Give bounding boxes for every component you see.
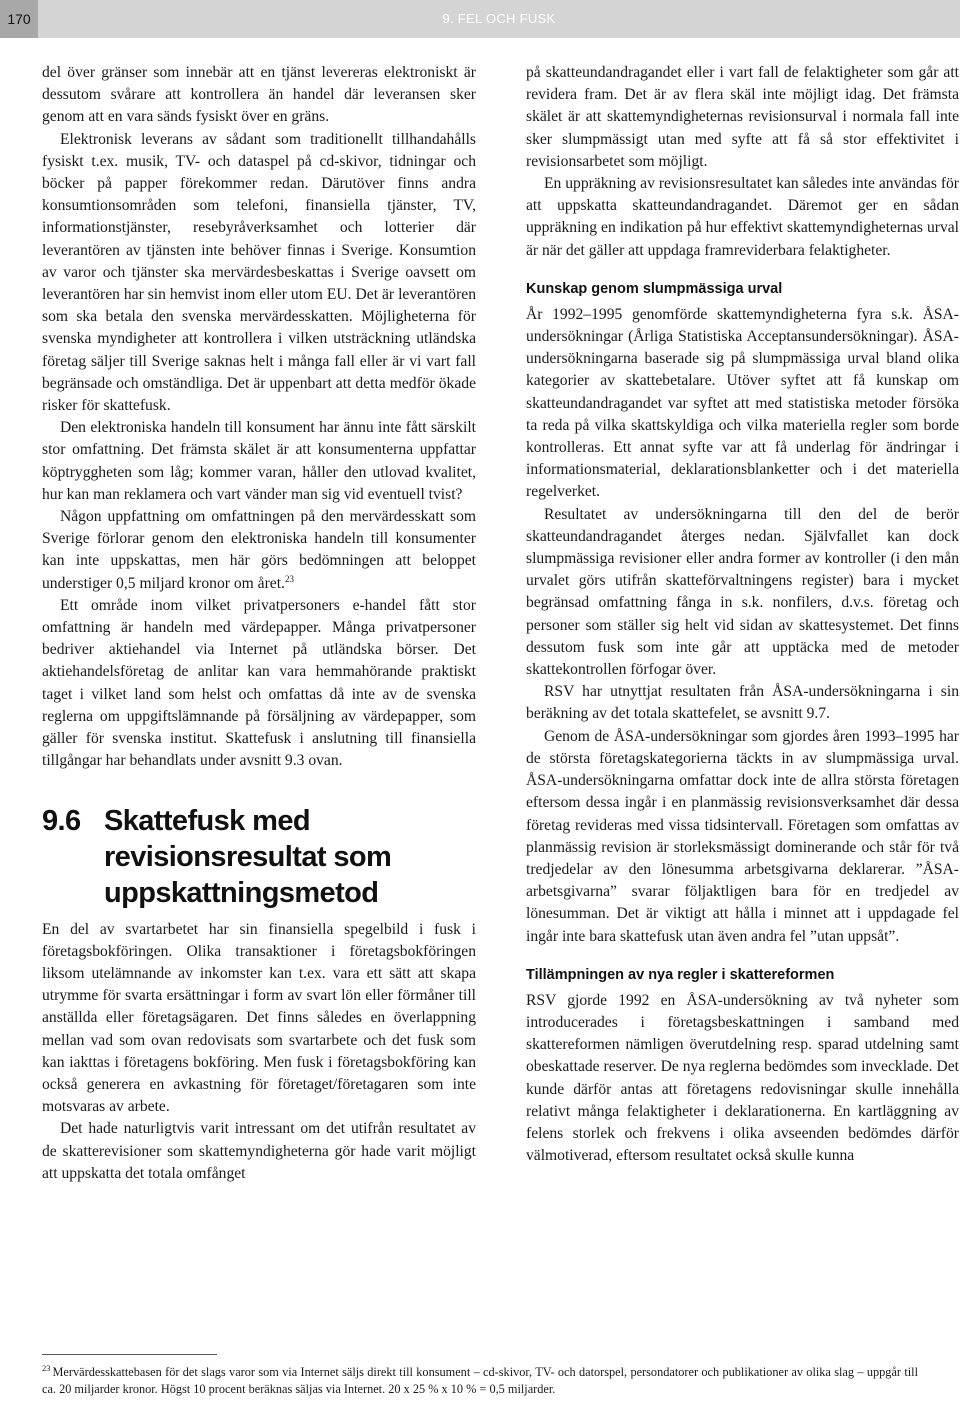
paragraph: RSV har utnyttjat resultaten från ÅSA-undersökningarna i sin beräkning av det totala skattefelet, se avsnitt 9.7. <box>526 683 959 723</box>
paragraph: Det hade naturligtvis varit intressant om det utifrån resultatet av de skatterevisioner som skattemyndigheterna gör hade varit möjligt att uppskatta det totala omfånget <box>42 1120 476 1182</box>
footnote-divider <box>42 1354 217 1355</box>
section-number: 9.6 <box>42 804 81 837</box>
footnote-reference[interactable]: 23 <box>284 573 294 584</box>
paragraph: En uppräkning av revisionsresultatet kan således inte användas för att uppskatta skatteundandragandet. Däremot ger en sådan uppräkning en indikation på hur effektivt skattemyndigheternas urval är när det gäller att uppdaga framreviderbara felaktigheter. <box>526 175 959 259</box>
left-column <box>42 62 476 1185</box>
footnote-text: Mervärdesskattebasen för det slags varor som via Internet säljs direkt till konsument – cd-skivor, TV- och datorspel, persondatorer och publikationer av olika slag – uppgår till ca. 20 miljarder kronor. Högst 10 procent beräknas säljas via Internet. 20 x 25 % x 10 % = 0,5 miljarder. <box>42 1365 918 1396</box>
paragraph: Genom de ÅSA-undersökningar som gjordes åren 1993–1995 har de största företagskategorierna täckts in av slumpmässiga urval. ÅSA-undersökningarna omfattar dock inte de allra största företagen eftersom dessa ingår i en planmässig revisionsverksamhet där dessa företag revideras med vissa tidsintervall. Företagen som omfattas av planmässig revision är storleksmässigt dominerande och står för två tredjedelar av den lönesumma arbetsgivarna deklarerar. ”ÅSA-arbetsgivarna” svarar följaktligen bara för en tredjedel av lönesumman. Det är viktigt att hålla i minnet att i uppdagade fel ingår inte bara skattefusk utan även andra fel ”utan uppsåt”. <box>526 727 959 945</box>
right-column <box>526 62 959 1167</box>
paragraph: på skatteundandragandet eller i vart fall de felaktigheter som går att revidera fram. Det är av flera skäl inte möjligt idag. Det främsta skälet är att skattemyndigheternas revisionsurval i normala fall inte sker slumpmässigt utan med syfte att få så stor effektivitet i revisionsarbetet som möjligt. <box>526 64 959 170</box>
paragraph: RSV gjorde 1992 en ÅSA-undersökning av två nyheter som introducerades i företagsbeskattningen i samband med skattereformen nämligen överutdelning resp. sparad utdelning samt obeskattade reserver. De nya reglerna bedömdes som invecklade. Det kunde därför antas att företagens redovisningar skulle innehålla relativt många felaktigheter i deklarationerna. En kartläggning av felens storlek och frekvens i olika avseenden bedömdes därför välmotiverad, eftersom resultatet också skulle kunna <box>526 991 959 1165</box>
footnote-number: 23 <box>42 1362 51 1373</box>
paragraph: Ett område inom vilket privatpersoners e-handel fått stor omfattning är handeln med värdepapper. Många privatpersoner bedriver aktiehandel via Internet på utländska börser. Det aktiehandelsföretag de anlitar kan vara hemmahörande praktiskt taget i vilket land som helst och omfattas då inte av de svenska reglerna om uppgiftslämnande på försäljning av värdepapper, som gäller för svenska institut. Skattefusk i anslutning till finansiella tillgångar har behandlats under avsnitt 9.3 ovan. <box>42 596 476 770</box>
page-header <box>0 0 960 38</box>
subheading: Tillämpningen av nya regler i skattereformen <box>526 966 835 983</box>
paragraph-text: Någon uppfattning om omfattningen på den mervärdesskatt som Sverige förlorar genom den elektroniska handeln till konsumenter kan inte uppskattas, men här görs bedömningen att beloppet understiger 0,5 miljard kronor om året. <box>42 508 476 592</box>
paragraph: År 1992–1995 genomförde skattemyndigheterna fyra s.k. ÅSA-undersökningar (Årliga Statistiska Acceptansundersökningar). ÅSA-undersökningarna baserade sig på slumpmässiga urval bland olika kategorier av skattebetalare. Utöver syftet att få kunskap om skatteundandragandet var syftet att med statistiska metoder försöka ta reda på vilka skattskyldiga och vilka materiella regler som borde kontrolleras. Ett annat syfte var att få underlag för ändringar i informationsmaterial, deklarationsblanketter och i det materiella regelverket. <box>526 305 959 501</box>
paragraph: Elektronisk leverans av sådant som traditionellt tillhandahålls fysiskt t.ex. musik, TV- och dataspel på cd-skivor, tidningar och böcker på papper förekommer redan. Därutöver finns andra konsumtionsområden som telefoni, finansiella tjänster, TV, informationstjänster, resebyråverksamhet och lotterier där leverantören av tjänsten inte behöver finnas i Sverige. Konsumtion av varor och tjänster ska mervärdesbeskattas i Sverige oavsett om leverantören har sin hemvist inom eller utom EU. Det är leverantören som ska betala den svenska mervärdesskatten. Möjligheterna för svenska myndigheter att kontrollera i vilken utsträckning utländska företag säljer till Sverige saknas helt i många fall eller är vi vart fall begränsade och omständliga. Det är uppenbart att detta medför ökade risker för skattefusk. <box>42 130 476 415</box>
paragraph <box>42 506 476 595</box>
section-heading <box>42 803 476 911</box>
subheading: Kunskap genom slumpmässiga urval <box>526 280 783 297</box>
paragraph: En del av svartarbetet har sin finansiella spegelbild i fusk i företagsbokföringen. Olika transaktioner i företagsbokföringen liksom utelämnande av inkomster kan t.ex. vara ett sätt att skapa utrymme för svarta ersättningar i form av svart lön eller förmåner till anställda eller företagsägaren. Det finns således en överlappning mellan vad som ovan redovisats som svartarbete och det fusk som kan iakttas i företagens bokföring. Men fusk i företagsbokföring kan också generera en avkastning för företaget/företagaren som inte motsvaras av arbete. <box>42 920 476 1116</box>
paragraph: del över gränser som innebär att en tjänst levereras elektroniskt är dessutom svårare att kontrollera än handel där leveransen sker genom att en vara sänds fysiskt över en gräns. <box>42 64 476 126</box>
paragraph: Resultatet av undersökningarna till den del de berör skatteundandragandet återges nedan. Självfallet kan dock slumpmässiga revisioner eller andra former av kontroller (i den mån urvalet görs utifrån skatteförvaltningens register) bara i mycket begränsad omfattning fånga in s.k. nonfilers, d.v.s. företag och personer som ställer sig helt vid sidan av skattesystemet. Det finns dessutom fusk som inte går att upptäcka med de metoder skattekontrollen förfogar över. <box>526 505 959 679</box>
footnote <box>42 1364 918 1398</box>
page-number: 170 <box>0 0 38 38</box>
section-title: Skattefusk med revisionsresultat som uppskattningsmetod <box>104 804 392 909</box>
paragraph: Den elektroniska handeln till konsument har ännu inte fått särskilt stor omfattning. Det främsta skälet är att konsumenterna uppfattar köptryggheten som låg; kommer varan, håller den utlovad kvalitet, hur kan man reklamera och vart vänder man sig vid eventuell tvist? <box>42 419 476 503</box>
running-chapter-title: 9. FEL OCH FUSK <box>442 11 556 26</box>
